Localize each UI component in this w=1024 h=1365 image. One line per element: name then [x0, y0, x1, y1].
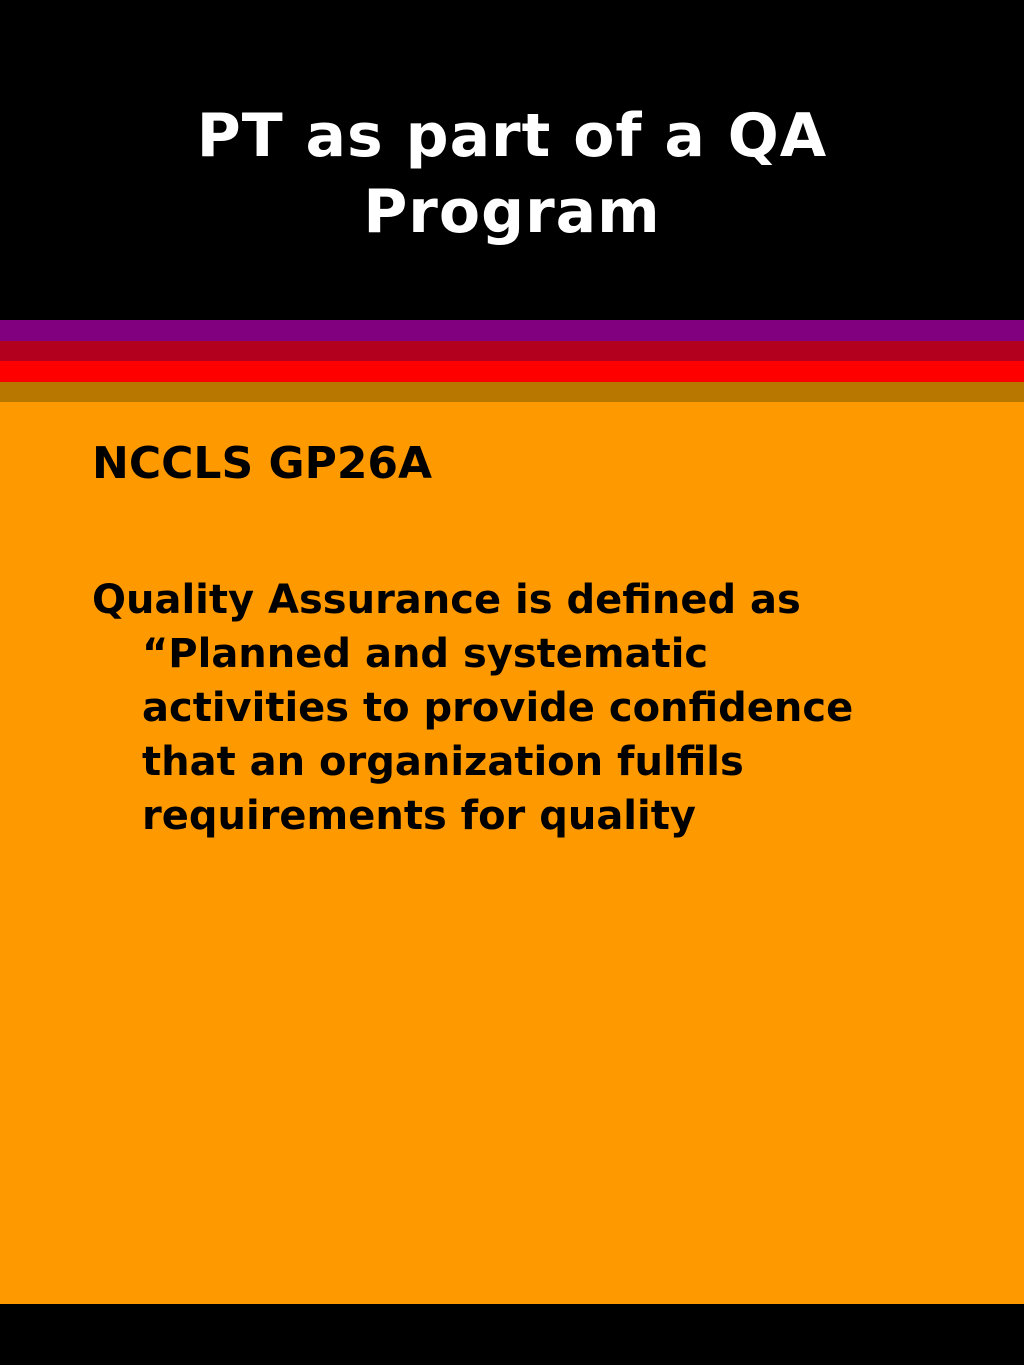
paragraph-line-5: requirements for quality	[142, 793, 696, 839]
footer-bar	[0, 1304, 1024, 1365]
paragraph-line-4: that an organization fulfils	[142, 739, 744, 785]
paragraph-line-2: “Planned and systematic	[142, 631, 709, 677]
title-bar	[0, 0, 1024, 320]
definition-paragraph	[92, 573, 972, 843]
subheading: NCCLS GP26A	[92, 438, 433, 489]
paragraph-line-3: activities to provide confidence	[142, 685, 854, 731]
slide-title-line-1: PT as part of a QA	[196, 101, 828, 171]
paragraph-line-1: Quality Assurance is defined as	[92, 577, 801, 623]
content-area	[0, 402, 1024, 1304]
decorative-stripe-brown	[0, 382, 1024, 402]
decorative-stripe-purple	[0, 320, 1024, 341]
decorative-stripe-crimson	[0, 341, 1024, 361]
slide-title	[0, 98, 1024, 250]
decorative-stripe-red	[0, 361, 1024, 382]
slide-title-line-2: Program	[363, 177, 661, 247]
